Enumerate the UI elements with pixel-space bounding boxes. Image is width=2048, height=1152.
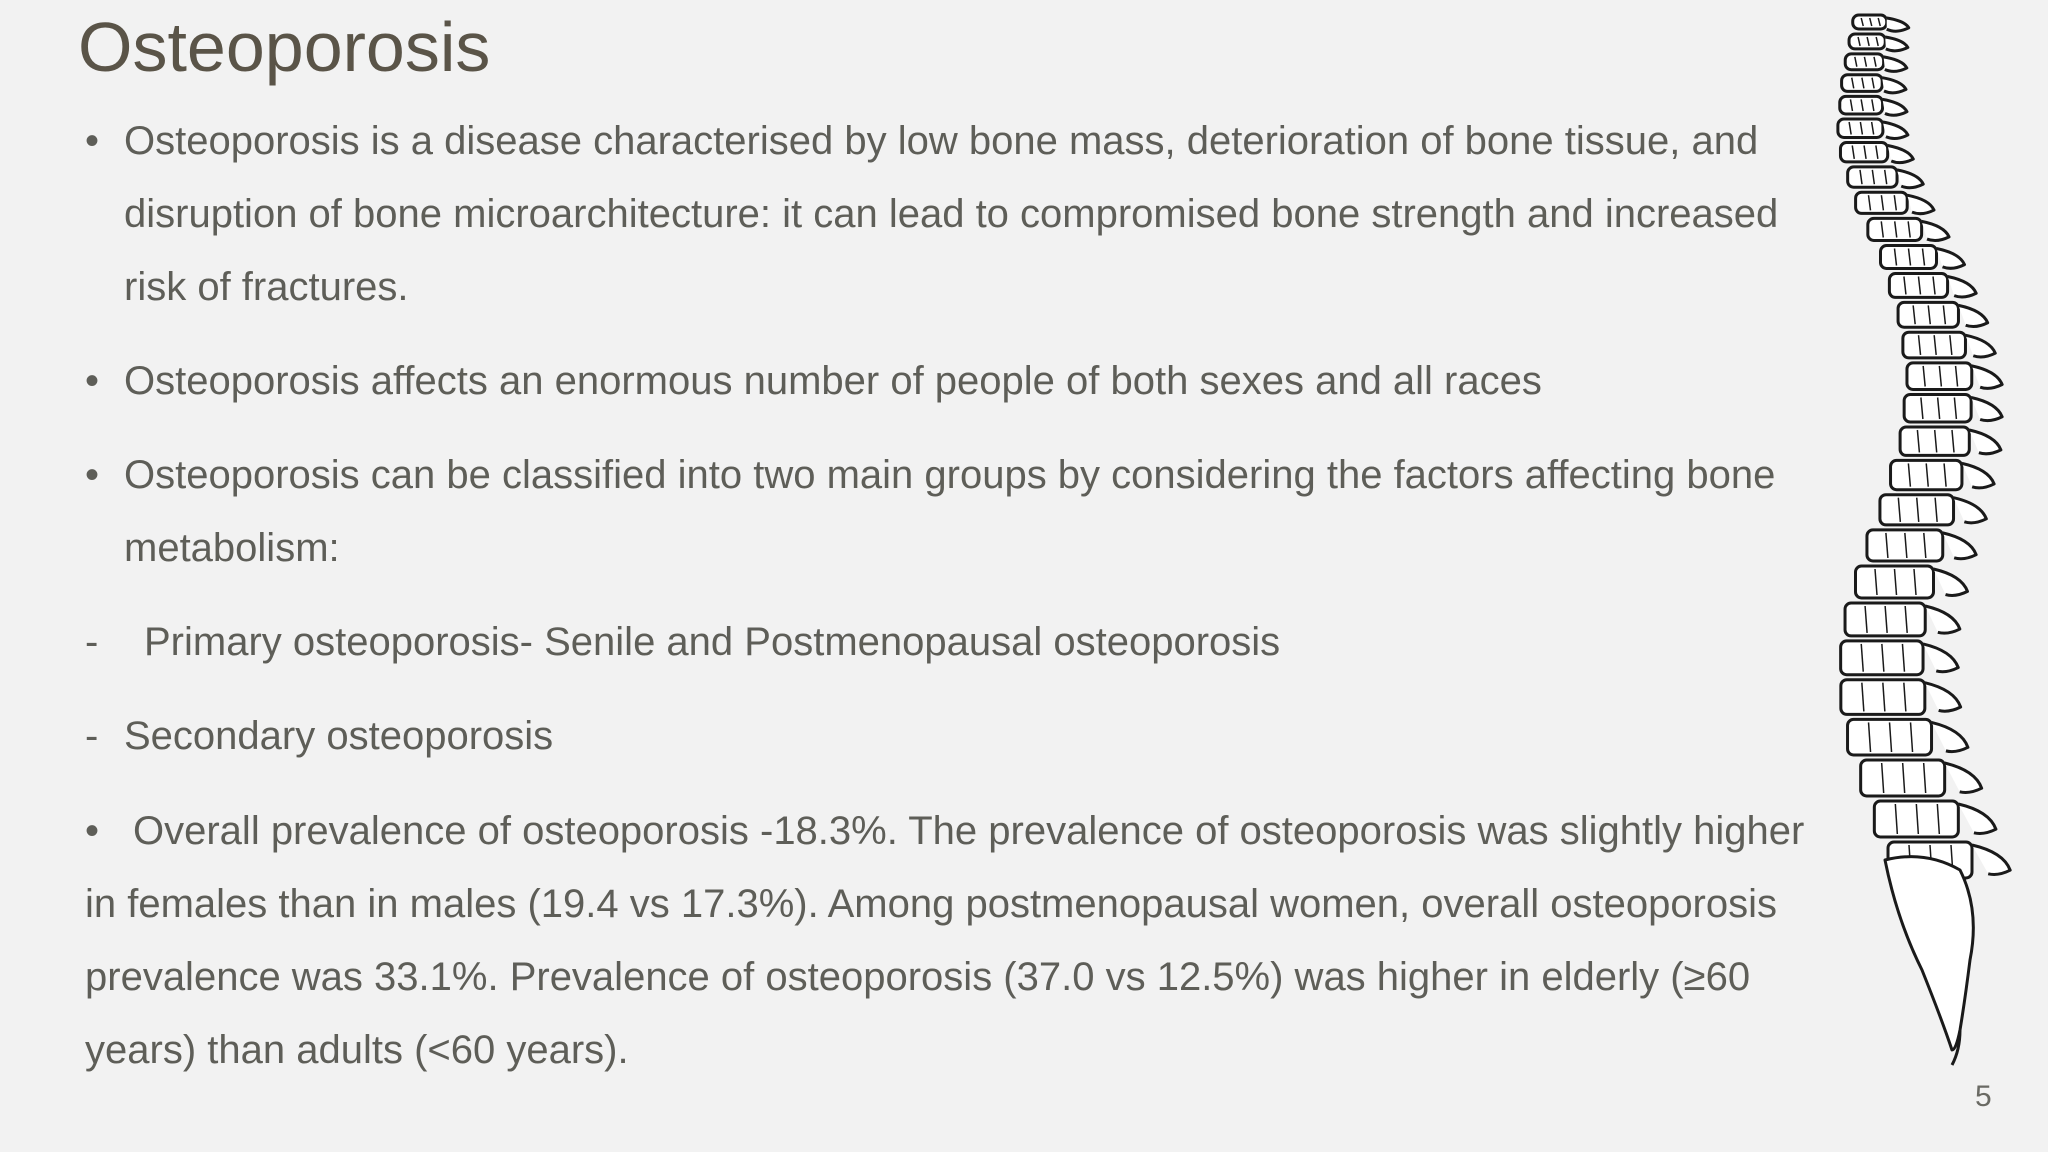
vertebra-process — [1971, 398, 2002, 421]
vertebra-process — [1972, 845, 2010, 874]
subitem-text: Secondary osteoporosis — [124, 714, 554, 758]
vertebra — [1849, 34, 1885, 49]
dash-marker: - — [85, 620, 99, 664]
spine-illustration — [1800, 0, 2048, 1070]
vertebra-process — [1972, 366, 2002, 388]
vertebra-process — [1883, 99, 1907, 115]
vertebra-process — [1907, 195, 1934, 213]
vertebra-process — [1965, 335, 1995, 357]
bullet-marker: • — [85, 809, 100, 853]
bullet-classification — [85, 439, 1805, 585]
vertebra-process — [1958, 804, 1996, 833]
vertebra-process — [1937, 249, 1965, 269]
vertebra — [1840, 96, 1883, 114]
vertebra — [1842, 75, 1883, 92]
bullet-text: Osteoporosis is a disease characterised by low bone mass, deterioration of bone tissue, and disruption of bone microarchitecture: it can lead to compromised bone strength and increased risk of fractures. — [124, 119, 1779, 309]
subitem-text: Primary osteoporosis- Senile and Postmenopausal osteoporosis — [144, 620, 1281, 664]
bullet-marker: • — [85, 359, 100, 403]
vertebra-process — [1925, 683, 1961, 712]
vertebra-process — [1954, 498, 1987, 523]
vertebra-process — [1943, 533, 1976, 559]
vertebra-process — [1922, 221, 1949, 240]
bullet-prevalence — [85, 795, 1805, 1087]
subitem-secondary — [85, 700, 1805, 773]
vertebra-process — [1934, 569, 1968, 595]
dash-marker: - — [85, 714, 99, 758]
vertebra-process — [1884, 57, 1907, 72]
bullet-marker: • — [85, 453, 100, 497]
vertebra-process — [1945, 763, 1982, 792]
bullet-text: Osteoporosis can be classified into two main groups by considering the factors affecting bone metabolism: — [124, 453, 1776, 570]
vertebra-process — [1885, 37, 1908, 51]
vertebra-process — [1925, 606, 1960, 633]
sacrum — [1885, 857, 1973, 1050]
vertebra-process — [1948, 277, 1977, 297]
vertebra-process — [1958, 305, 1987, 326]
bullet-definition — [85, 105, 1805, 324]
vertebra-process — [1969, 430, 2001, 454]
vertebra-process — [1887, 18, 1909, 31]
vertebra — [1845, 54, 1883, 70]
vertebra-process — [1962, 463, 1994, 487]
vertebra-process — [1882, 78, 1906, 93]
vertebra — [1838, 119, 1883, 138]
vertebra-process — [1883, 122, 1908, 138]
vertebra-process — [1932, 722, 1968, 751]
vertebra-process — [1923, 644, 1958, 672]
subitem-primary — [85, 606, 1805, 679]
bullet-text: Overall prevalence of osteoporosis -18.3%. The prevalence of osteoporosis was slightly higher in females than in males (19.4 vs 17.3%). Among postmenopausal women, overall osteoporosis prevalence was 33.1%. Prevalence of osteoporosis (37.0 vs 12.5%) was higher in elderly (≥60 years) than adults (<60 years). — [85, 809, 1805, 1072]
vertebra-process — [1888, 146, 1914, 163]
vertebra — [1853, 15, 1887, 29]
vertebra — [1840, 143, 1887, 162]
bullet-text: Osteoporosis affects an enormous number of people of both sexes and all races — [124, 359, 1542, 403]
page-number: 5 — [1975, 1080, 1992, 1113]
slide-title: Osteoporosis — [78, 8, 491, 86]
bullet-affects — [85, 345, 1805, 418]
bullet-marker: • — [85, 119, 100, 163]
vertebra-process — [1897, 170, 1923, 188]
